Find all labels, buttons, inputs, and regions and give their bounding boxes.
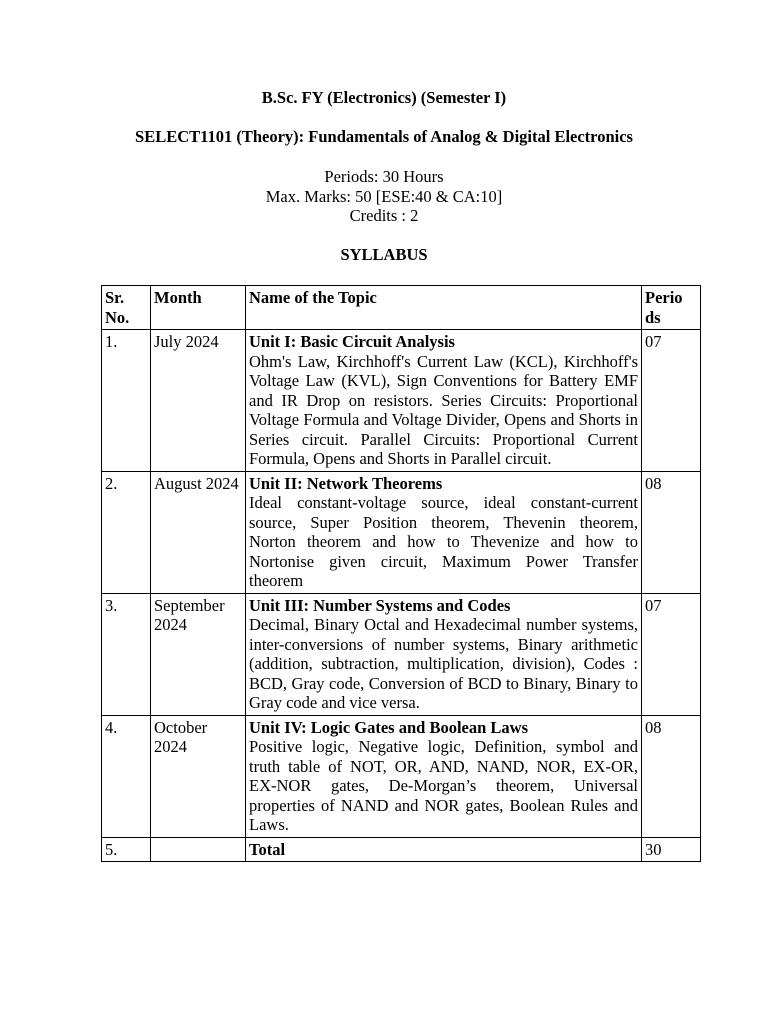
row-month: [151, 837, 246, 862]
row-sr-no: 2.: [102, 471, 151, 593]
table-row: [102, 330, 701, 472]
row-periods: 07: [642, 330, 701, 472]
row-sr-no: 5.: [102, 837, 151, 862]
row-topic: [246, 471, 642, 593]
row-topic: [246, 593, 642, 715]
paper-title: SELECT1101 (Theory): Fundamentals of Analog & Digital Electronics: [135, 127, 633, 146]
row-month: August 2024: [151, 471, 246, 593]
row-periods: 08: [642, 715, 701, 837]
table-row: [102, 471, 701, 593]
unit-description: Positive logic, Negative logic, Definition, symbol and truth table of NOT, OR, AND, NAND, NOR, EX-OR, EX-NOR gates, De-Morgan’s theorem, Universal properties of NAND and NOR gates, Boolean Rules and Laws.: [249, 737, 638, 834]
credits-line: Credits : 2: [349, 206, 419, 225]
row-topic: [246, 330, 642, 472]
table-row: [102, 715, 701, 837]
row-topic: [246, 715, 642, 837]
periods-line: Periods: 30 Hours: [324, 167, 444, 186]
header-sr-no: Sr. No.: [102, 286, 151, 330]
header-month: Month: [151, 286, 246, 330]
unit-description: Decimal, Binary Octal and Hexadecimal number systems, inter-conversions of number systems, Binary arithmetic (addition, subtraction, multiplication, division), Codes : BCD, Gray code, Conversion of BCD to Binary, Binary to Gray code and vice versa.: [249, 615, 638, 712]
total-row: [102, 837, 701, 862]
marks-line: Max. Marks: 50 [ESE:40 & CA:10]: [265, 186, 503, 206]
header-periods: Perio ds: [642, 286, 701, 330]
row-month: October 2024: [151, 715, 246, 837]
syllabus-table: [101, 285, 701, 862]
syllabus-heading: SYLLABUS: [340, 245, 428, 264]
header-topic: Name of the Topic: [246, 286, 642, 330]
unit-title: Unit I: Basic Circuit Analysis: [249, 332, 455, 351]
row-month: September 2024: [151, 593, 246, 715]
course-title: B.Sc. FY (Electronics) (Semester I): [261, 88, 507, 107]
row-periods: 07: [642, 593, 701, 715]
total-label: Total: [246, 837, 642, 862]
unit-description: Ohm's Law, Kirchhoff's Current Law (KCL), Kirchhoff's Voltage Law (KVL), Sign Conventions for Battery EMF and IR Drop on resistors. Series Circuits: Proportional Voltage Formula and Voltage Divider, Opens and Shorts in Series circuit. Parallel Circuits: Proportional Current Formula, Opens and Shorts in Parallel circuit.: [249, 351, 638, 468]
row-periods: 08: [642, 471, 701, 593]
course-info: [0, 167, 768, 226]
unit-title: Unit II: Network Theorems: [249, 473, 443, 493]
unit-title: Unit IV: Logic Gates and Boolean Laws: [249, 717, 529, 737]
unit-description: Ideal constant-voltage source, ideal constant-current source, Super Position theorem, Thevenin theorem, Norton theorem and how to Thevenize and how to Nortonise given circuit, Maximum Power Transfer theorem: [249, 493, 638, 590]
unit-title: Unit III: Number Systems and Codes: [249, 595, 511, 615]
row-sr-no: 4.: [102, 715, 151, 837]
row-sr-no: 3.: [102, 593, 151, 715]
table-header-row: [102, 286, 701, 330]
row-month: July 2024: [151, 330, 246, 472]
row-sr-no: 1.: [102, 330, 151, 472]
total-periods: 30: [642, 837, 701, 862]
table-row: [102, 593, 701, 715]
